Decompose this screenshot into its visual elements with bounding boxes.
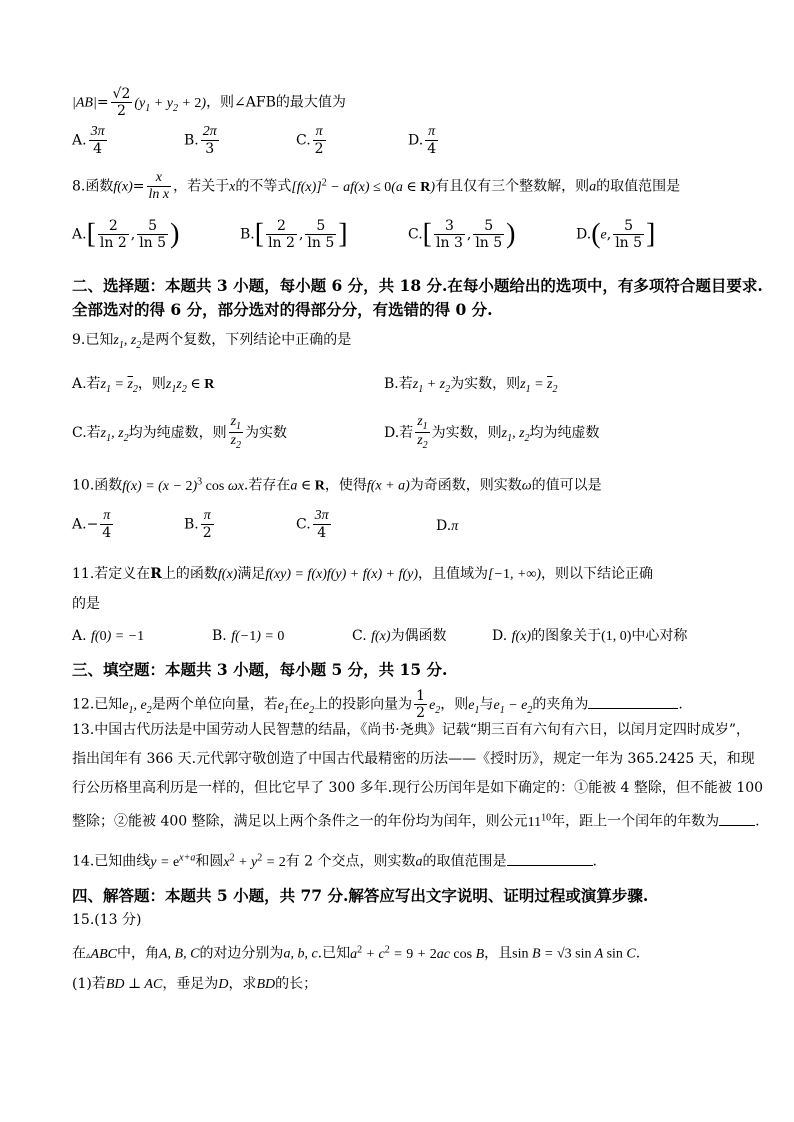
q10-option-c[interactable]: C. $\frac{3\pi}{4}$ bbox=[296, 508, 329, 542]
q9-option-c[interactable]: C.若$z_1$, $z_2$均为纯虚数，则 $\frac{z_1}{z_2}$ 为实数 bbox=[72, 414, 288, 452]
q12-stem: 12.已知$e_1$, $e_2$是两个单位向量，若$e_1$在$e_2$上的投影向量为 $\frac{1}{2}$ $e_2$，则$e_1$与$e_1 - e_2$的夹角为 . bbox=[72, 688, 683, 722]
q9-stem: 9.已知$z_1$, $z_2$是两个复数，下列结论中正确的是 bbox=[72, 332, 352, 351]
q7-option-c[interactable]: C. $\frac{\pi}{2}$ bbox=[296, 124, 324, 158]
q8-stem: 8.函数f(x)= $\frac{x}{\text{ln x}}$ ，若关于x的不等式$[f(x)]^2 - af(x) \le 0(a$ ∈ R)有且仅有三个整数解，则a的取值范围是 bbox=[72, 170, 681, 203]
q10-option-b[interactable]: B. $\frac{\pi}{2}$ bbox=[184, 508, 212, 542]
q7-option-a[interactable]: A. $\frac{3\pi}{4}$ bbox=[72, 124, 105, 158]
q13-line3: 行公历格里高利历是一样的，但比它早了 300 多年.现行公历闰年是如下确定的：①能被 4 整除，但不能被 100 bbox=[72, 780, 764, 796]
q8-option-b[interactable]: B.[ $\frac{2}{\ln 2}$ , $\frac{5}{\ln 5}$ ] bbox=[240, 218, 348, 252]
q14-stem: 14.已知曲线$y = e^{x+a}$和圆$x^2 + y^2 = 2$有 2 个交点，则实数a的取值范围是 . bbox=[72, 852, 597, 870]
q8-option-c[interactable]: C.[ $\frac{3}{\ln 3}$ , $\frac{5}{\ln 5}$ ) bbox=[408, 218, 516, 252]
q15-header: 15.(13 分) bbox=[72, 912, 142, 928]
q11-stem-cont: 的是 bbox=[72, 596, 100, 612]
section2-heading-cont: 全部选对的得 6 分，部分选对的得部分分，有选错的得 0 分. bbox=[72, 300, 493, 319]
q10-option-a[interactable]: A.− $\frac{\pi}{4}$ bbox=[72, 508, 112, 542]
section3-heading: 三、填空题：本题共 3 小题，每小题 5 分，共 15 分. bbox=[72, 660, 448, 679]
q11-option-b[interactable]: B. f(−1) = 0 bbox=[212, 628, 285, 644]
q11-option-c[interactable]: C. f(x)为偶函数 bbox=[352, 628, 447, 644]
q9-option-b[interactable]: B.若$z_1 + z_2$为实数，则$z_1 = \overline{z}_2$ bbox=[384, 376, 558, 395]
q11-option-d[interactable]: D. f(x)的图象关于(1, 0)中心对称 bbox=[492, 628, 688, 644]
q12-answer-blank[interactable] bbox=[588, 696, 678, 709]
q10-stem: 10.函数$f(x) = (x - 2)^3$ cos ωx.若存在a ∈ R，使得f(x + a)为奇函数，则实数ω的值可以是 bbox=[72, 476, 602, 494]
section4-heading: 四、解答题：本题共 5 小题，共 77 分.解答应写出文字说明、证明过程或演算步骤. bbox=[72, 886, 649, 905]
q7-option-b[interactable]: B. $\frac{2\pi}{3}$ bbox=[184, 124, 217, 158]
q14-answer-blank[interactable] bbox=[507, 853, 593, 866]
section2-heading: 二、选择题：本题共 3 小题，每小题 6 分，共 18 分.在每小题给出的选项中，有多项符合题目要求. bbox=[72, 276, 763, 295]
q7-tail-line: |AB|= $\frac{√2}{2}$ $(y_1 + y_2 + 2)$，则∠AFB的最大值为 bbox=[72, 86, 346, 120]
q15-stem: 在▵ABC中，角A, B, C的对边分别为a, b, c.已知$a^2 + c^2 = 9 + 2ac$ cos B，且sin B = √3 sin A sin C. bbox=[72, 944, 641, 962]
q9-option-d[interactable]: D.若 $\frac{z_1}{z_2}$ 为实数，则$z_1$, $z_2$均为纯虚数 bbox=[384, 414, 600, 452]
q13-answer-blank[interactable] bbox=[719, 813, 755, 826]
q13-line2: 指出闰年有 366 天.元代郭守敬创造了中国古代最精密的历法——《授时历》，规定一年为 365.2425 天，和现 bbox=[72, 751, 755, 767]
q9-option-a[interactable]: A.若$z_1 = \overline{z}_2$，则$z_1z_2$ ∈ R bbox=[72, 376, 215, 395]
q15-part1: (1)若BD ⊥ AC，垂足为D，求BD的长； bbox=[72, 976, 318, 992]
q7-option-d[interactable]: D. $\frac{\pi}{4}$ bbox=[408, 124, 437, 158]
q11-stem: 11.若定义在R上的函数f(x)满足f(xy) = f(x)f(y) + f(x) + f(y)，且值域为[−1, +∞)，则以下结论正确 bbox=[72, 566, 654, 582]
q10-option-d[interactable]: D.π bbox=[436, 518, 459, 534]
q13-line4: 整除；②能被 400 整除，满足以上两个条件之一的年份均为闰年，则公元$11^{10}$年，距上一个闰年的年数为 . bbox=[72, 812, 760, 830]
q8-option-d[interactable]: D.(e, $\frac{5}{\ln 5}$ ] bbox=[576, 218, 656, 252]
q13-line1: 13.中国古代历法是中国劳动人民智慧的结晶，《尚书·尧典》记载“期三百有六旬有六日，以闰月定四时成岁”， bbox=[72, 722, 751, 738]
q8-option-a[interactable]: A.[ $\frac{2}{\ln 2}$ , $\frac{5}{\ln 5}$ ) bbox=[72, 218, 180, 252]
q11-option-a[interactable]: A. f(0) = −1 bbox=[72, 628, 145, 644]
